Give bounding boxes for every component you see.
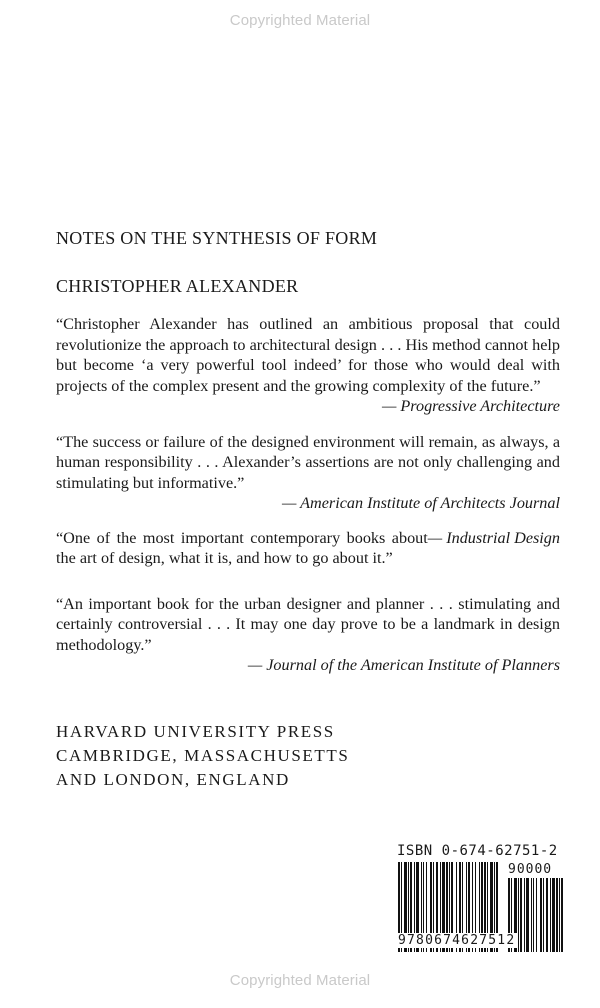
quote-source: — Progressive Architecture: [381, 397, 560, 415]
review-quote: [56, 594, 560, 676]
quote-source: — Industrial Design: [427, 528, 560, 547]
review-quotes: [56, 314, 560, 692]
review-quote: [56, 528, 560, 569]
quote-text: “The success or failure of the designed environment will remain, as always, a human responsibility . . . Alexander’s assertions are not only challenging and stimulating but informative.”: [56, 432, 560, 492]
publisher-block: [56, 720, 349, 792]
quote-text: [56, 528, 560, 569]
publisher-name: HARVARD UNIVERSITY PRESS: [56, 722, 335, 741]
book-title: NOTES ON THE SYNTHESIS OF FORM: [56, 228, 378, 248]
quote-text: “Christopher Alexander has outlined an ambitious proposal that could revolutionize the approach to architectural design . . . His method cannot help but become ‘a very powerful tool indeed’ for those who would deal with projects of the complex present and the growing complexity of the future.”: [56, 315, 560, 395]
barcode-ean-digits: 9780674627512: [398, 933, 516, 948]
quote-text: “An important book for the urban designer and planner . . . stimulating and certainly controversial . . . It may one day prove to be a landmark in design methodology.”: [56, 594, 560, 654]
copyright-watermark-bottom: Copyrighted Material: [229, 972, 371, 989]
quote-source: — Journal of the American Institute of Planners: [247, 656, 560, 674]
book-author: CHRISTOPHER ALEXANDER: [56, 276, 299, 296]
review-quote: [56, 314, 560, 417]
copyright-watermark-top: Copyrighted Material: [229, 12, 371, 29]
publisher-location: AND LONDON, ENGLAND: [56, 770, 290, 789]
quote-source: — American Institute of Architects Journal: [281, 494, 560, 512]
review-quote: [56, 432, 560, 514]
publisher-city: CAMBRIDGE, MASSACHUSETTS: [56, 746, 350, 765]
quote-body: “One of the most important contemporary books about the art of design, what it is, and how to go about it.”: [56, 528, 428, 567]
barcode-price-code: 90000: [508, 862, 553, 877]
isbn-label: ISBN 0-674-62751-2: [397, 843, 558, 859]
